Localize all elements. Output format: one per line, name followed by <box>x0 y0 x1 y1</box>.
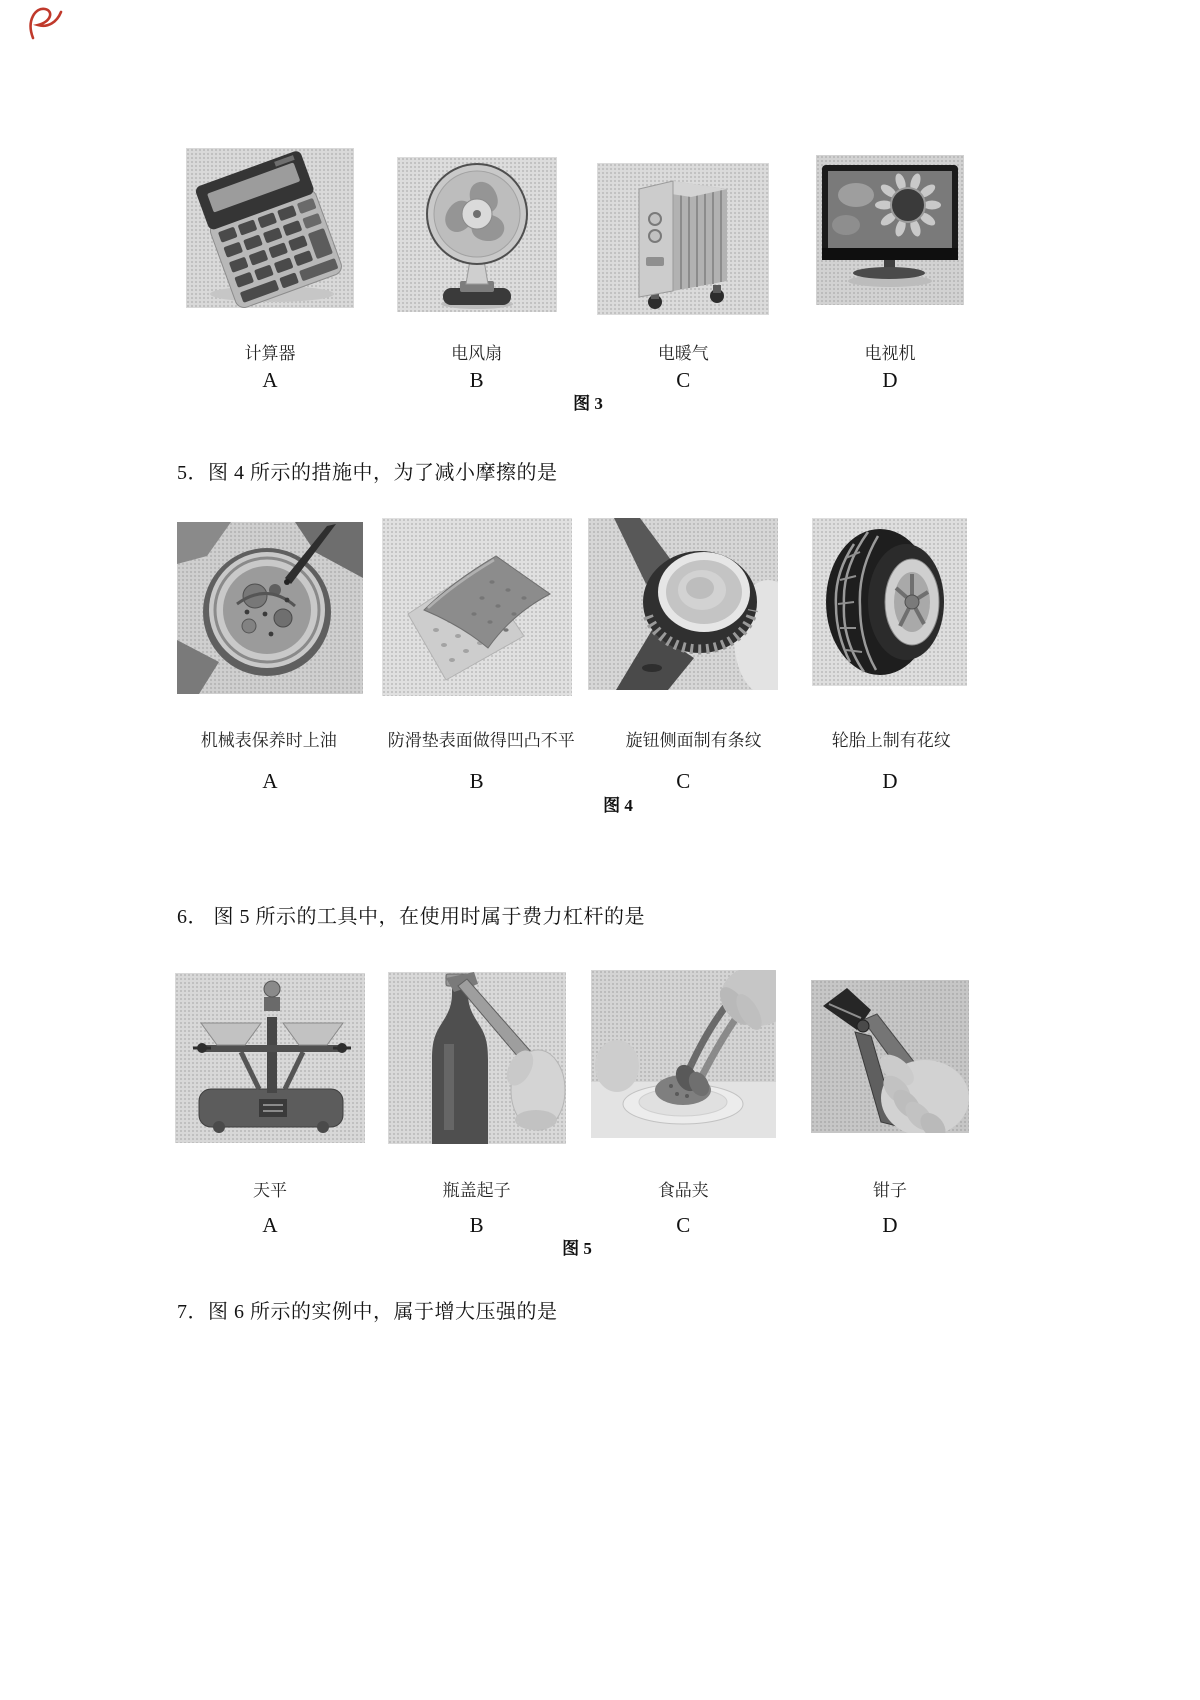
option-letter: C <box>676 1213 691 1237</box>
antislip-mat-photo <box>382 518 572 696</box>
figure3-block <box>170 148 990 414</box>
option-letter: B <box>469 769 484 793</box>
photo-label: 计算器 <box>244 344 296 363</box>
figure4-photos <box>170 518 990 698</box>
option-letter: A <box>262 368 278 392</box>
calculator-photo <box>186 148 354 308</box>
food-tongs-photo <box>591 970 776 1138</box>
balance-scale-photo <box>175 973 365 1143</box>
question-6: 6． 图 5 所示的工具中，在使用时属于费力杠杆的是 <box>177 906 645 928</box>
option-letter: B <box>469 1213 484 1237</box>
red-pen-mark-stroke <box>31 9 61 38</box>
figure4-caption: 图 4 <box>603 796 633 815</box>
electric-heater-photo <box>597 163 769 315</box>
bottle-opener-photo <box>388 972 566 1144</box>
photo-label: 电风扇 <box>451 344 503 363</box>
question-7: 7．图 6 所示的实例中，属于增大压强的是 <box>177 1301 558 1323</box>
photo-label: 食品夹 <box>657 1181 709 1200</box>
watch-oiling-photo <box>177 522 363 694</box>
figure5-labels <box>170 1180 990 1202</box>
figure5-block <box>170 970 990 1259</box>
figure3-photos <box>170 148 990 313</box>
option-letter: A <box>262 769 278 793</box>
figure4-letters <box>170 768 990 794</box>
electric-fan-photo <box>397 157 557 312</box>
question-5: 5．图 4 所示的措施中，为了减小摩擦的是 <box>177 462 558 484</box>
option-letter: C <box>676 368 691 392</box>
photo-label: 电视机 <box>864 344 916 363</box>
option-letter: C <box>676 769 691 793</box>
option-letter: D <box>882 1213 898 1237</box>
ridged-knob-photo <box>588 518 778 690</box>
photo-label: 轮胎上制有花纹 <box>831 731 951 750</box>
figure5-photos <box>170 970 990 1148</box>
figure3-letters <box>170 367 990 393</box>
photo-label: 天平 <box>253 1181 287 1200</box>
photo-label: 钳子 <box>872 1181 907 1200</box>
option-letter: B <box>469 368 484 392</box>
option-letter: D <box>882 769 898 793</box>
television-photo <box>816 155 964 305</box>
figure5-letters <box>170 1212 990 1238</box>
photo-label: 瓶盖起子 <box>442 1181 511 1200</box>
photo-label: 机械表保养时上油 <box>200 731 337 750</box>
tire-tread-photo <box>812 518 967 686</box>
photo-label: 电暖气 <box>657 344 709 363</box>
photo-label: 旋钮侧面制有条纹 <box>625 731 762 750</box>
figure4-block <box>170 518 990 816</box>
figure4-labels <box>170 730 990 752</box>
option-letter: A <box>262 1213 278 1237</box>
figure3-labels <box>170 343 990 365</box>
red-pen-mark <box>24 2 70 44</box>
figure5-caption: 图 5 <box>562 1239 592 1258</box>
figure3-caption: 图 3 <box>573 394 603 413</box>
photo-label: 防滑垫表面做得凹凸不平 <box>387 731 575 750</box>
pliers-photo <box>811 980 969 1133</box>
option-letter: D <box>882 368 898 392</box>
